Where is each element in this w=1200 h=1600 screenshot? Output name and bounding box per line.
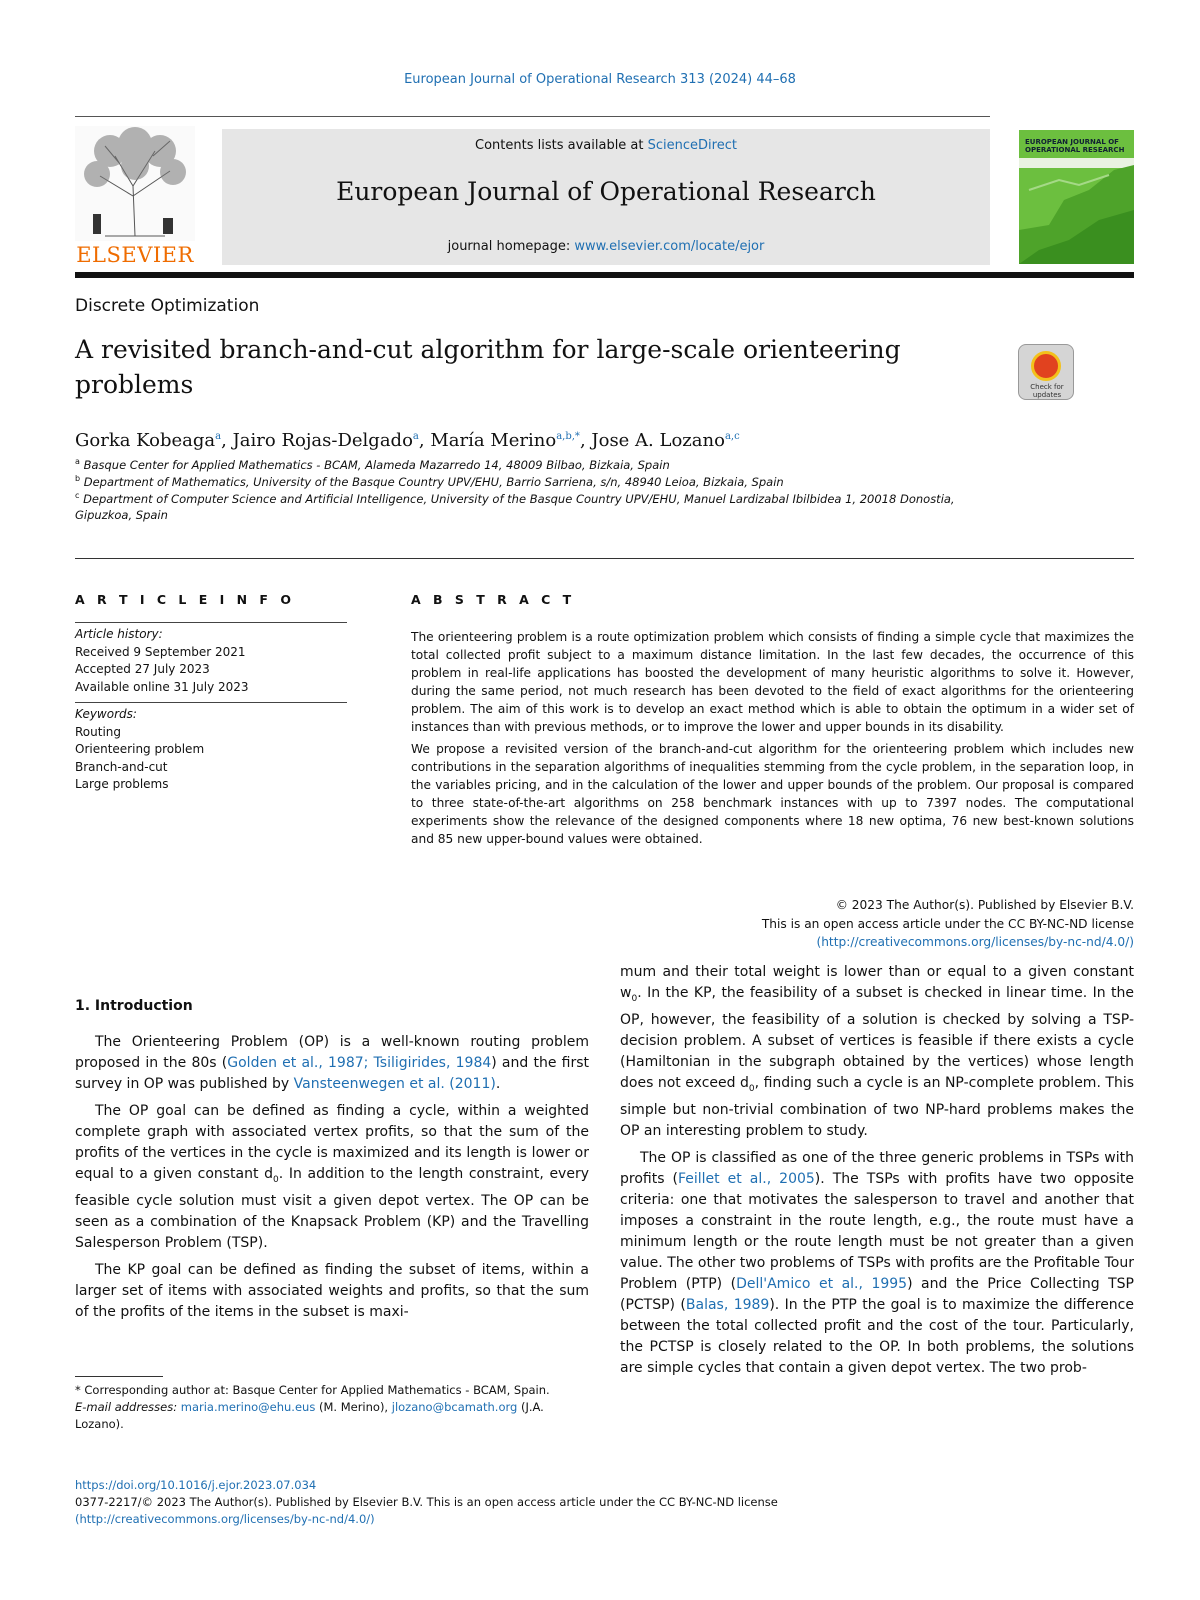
affiliation: [75, 488, 955, 523]
homepage-line: [222, 239, 990, 254]
footnote: [75, 1382, 589, 1433]
author-name[interactable]: Jose A. Lozano: [591, 430, 725, 451]
section-heading-introduction: 1. Introduction: [75, 998, 193, 1014]
author-name[interactable]: Gorka Kobeaga: [75, 430, 216, 451]
author-affil-marker[interactable]: a,c: [724, 431, 740, 442]
affiliation-text: Department of Computer Science and Artificial Intelligence, University of the Basque Country UPV/EHU, Manuel Lardizabal Ibilbidea 1, 20018 Donostia, Gipuzkoa, Spain: [75, 491, 955, 522]
contents-prefix: Contents lists available at: [475, 138, 648, 153]
crossmark-icon: [1031, 351, 1061, 381]
abstract-paragraph: The orienteering problem is a route optimization problem which consists of finding a simple cycle that maximizes the total collected profit subject to a maximum distance limitation. In the last few decades, the occurrence of this problem in real-life applications has boosted the development of many heuristic algorithms to solve it. However, during the same period, not much research has been devoted to the field of exact algorithms for the orienteering problem. The aim of this work is to develop an exact method which is able to obtain the optimum in a wider set of instances than with previous methods, or to improve the lower and upper bounds in its disability.: [411, 630, 1134, 734]
keyword: Large problems: [75, 777, 169, 791]
article-info-heading: A R T I C L E I N F O: [75, 592, 295, 607]
license-link[interactable]: (http://creativecommons.org/licenses/by-nc-nd/4.0/): [75, 1512, 375, 1526]
affiliation-text: Department of Mathematics, University of the Basque Country UPV/EHU, Barrio Sarriena, s/n, 48940 Leioa, Bizkaia, Spain: [83, 474, 784, 489]
article-title: A revisited branch-and-cut algorithm for large-scale orienteering problems: [75, 335, 901, 399]
email-line: E-mail addresses: maria.merino@ehu.eus (M. Merino), jlozano@bcamath.org (J.A. Lozano).: [75, 1400, 544, 1431]
tree-icon: [75, 126, 195, 241]
body-paragraph: The OP goal can be defined as finding a cycle, within a weighted complete graph with associated vertex profits, so that the sum of the profits of the vertices in the cycle is maximized and its length is lower or equal to a given constant $d_0$. In addition to the length constraint, every feasible cycle solution must visit a given depot vertex. The OP can be seen as a combination of the Knapsack Problem (KP) and the Travelling Salesperson Problem (TSP).: [75, 1103, 589, 1251]
abstract-body: [411, 628, 1134, 852]
sciencedirect-link[interactable]: ScienceDirect: [647, 138, 737, 153]
keyword: Branch-and-cut: [75, 759, 168, 774]
citation-link[interactable]: Vansteenwegen et al. (2011): [293, 1076, 496, 1092]
author-affil-marker[interactable]: a: [412, 431, 419, 442]
footnote-rule: [75, 1376, 163, 1377]
body-paragraph: The OP is classified as one of the three generic problems in TSPs with profits (Feillet et al., 2005). The TSPs with profits have two opposite criteria: one that motivates the salesperson to travel and another that imposes a constraint in the route length, e.g., the route must have a minimum length or the route length must be not greater than a given value. The other two problems of TSPs with profits are the Profitable Tour Problem (PTP) (Dell'Amico et al., 1995) and the Price Collecting TSP (PCTSP) (Balas, 1989). In the PTP the goal is to maximize the difference between the total collected profit and the cost of the tour. Particularly, the PCTSP is closely related to the OP. In both problems, the solutions are simple cycles that contain a given depot vertex. The two prob-: [620, 1149, 1135, 1376]
author-list: Gorka Kobeaga$^a$, Jairo Rojas-Delgado$^a$, María Merino$^{a,b,*}$, Jose A. Lozano$^{a,c}$: [75, 430, 740, 451]
email-link[interactable]: maria.merino@ehu.eus: [180, 1400, 316, 1414]
homepage-link[interactable]: www.elsevier.com/locate/ejor: [574, 239, 765, 254]
affiliation: [75, 471, 975, 490]
online-date: Available online 31 July 2023: [75, 679, 249, 694]
body-column-right: [620, 962, 1134, 1385]
info-rule: [75, 702, 347, 703]
corresponding-author-note: * Corresponding author at: Basque Center for Applied Mathematics - BCAM, Spain.: [75, 1383, 550, 1397]
email-link[interactable]: jlozano@bcamath.org: [391, 1400, 518, 1414]
cover-title: EUROPEAN JOURNAL OF OPERATIONAL RESEARCH: [1025, 138, 1125, 154]
keywords: [75, 706, 347, 794]
header-rule: [75, 116, 990, 117]
journal-cover-thumbnail[interactable]: [1019, 130, 1134, 264]
homepage-prefix: journal homepage:: [447, 239, 575, 254]
body-paragraph: The KP goal can be defined as finding the subset of items, within a larger set of items with associated weights and profits, so that the sum of the profits of the items in the subset is maxi-: [75, 1261, 589, 1320]
elsevier-logo[interactable]: [75, 126, 195, 266]
keyword: Routing: [75, 724, 122, 739]
affiliation-marker: a: [75, 457, 80, 466]
license-link[interactable]: (http://creativecommons.org/licenses/by-nc-nd/4.0/): [816, 935, 1134, 949]
doi-link[interactable]: https://doi.org/10.1016/j.ejor.2023.07.034: [75, 1478, 317, 1492]
publisher-wordmark: ELSEVIER: [76, 243, 194, 267]
citation-link[interactable]: Balas, 1989: [685, 1296, 770, 1313]
affiliation-marker: b: [75, 474, 81, 483]
body-paragraph: The Orienteering Problem (OP) is a well-known routing problem proposed in the 80s (Golden et al., 1987; Tsiligirides, 1984) and the first survey in OP was published by Vansteenwegen et al. (2011).: [75, 1034, 589, 1092]
contents-line: [222, 138, 990, 153]
body-paragraph: mum and their total weight is lower than or equal to a given constant $w_0$. In the KP, the feasibility of a subset is checked in linear time. In the OP, however, the feasibility of a solution is checked by solving a TSP-decision problem. A subset of vertices is feasible if there exists a cycle (Hamiltonian in the subgraph obtained by the vertices) whose length does not exceed $d_0$, finding such a cycle is an NP-complete problem. This simple but non-trivial combination of two NP-hard problems makes the OP an interesting problem to study.: [620, 964, 1134, 1139]
info-rule: [75, 622, 347, 623]
copyright-line: © 2023 The Author(s). Published by Elsevier B.V.: [835, 898, 1134, 912]
accepted-date: Accepted 27 July 2023: [75, 662, 210, 676]
journal-title: European Journal of Operational Research: [336, 177, 876, 206]
received-date: Received 9 September 2021: [75, 644, 246, 659]
license-line: This is an open access article under the CC BY-NC-ND license: [761, 916, 1134, 931]
header-thick-rule: [75, 272, 1134, 278]
section-label: Discrete Optimization: [75, 296, 260, 316]
affiliation-marker: c: [75, 491, 80, 500]
body-column-left: [75, 996, 589, 1329]
abstract-paragraph: We propose a revisited version of the branch-and-cut algorithm for the orienteering problem which includes new contributions in the separation algorithms of inequalities stemming from the cycle problem, in the separation loop, in the variables pricing, and in the calculation of the lower and upper bounds of the problem. Our proposal is compared to three state-of-the-art algorithms on 258 benchmark instances with up to 7397 nodes. The computational experiments show the relevance of the designed components where 18 new optima, 76 new best-known solutions and 85 new upper-bound values were obtained.: [411, 742, 1134, 846]
journal-banner: [222, 129, 990, 265]
section-rule: [75, 558, 1134, 559]
affiliation-text: Basque Center for Applied Mathematics - BCAM, Alameda Mazarredo 14, 48009 Bilbao, Bizkaia, Spain: [83, 457, 670, 472]
history-label: Article history:: [75, 627, 163, 641]
doi-block: [75, 1477, 975, 1528]
abstract-heading: A B S T R A C T: [411, 592, 576, 607]
author-affil-marker[interactable]: a: [215, 431, 222, 442]
author-name[interactable]: María Merino: [430, 430, 557, 451]
rights-statement: [411, 896, 1134, 952]
keyword: Orienteering problem: [75, 742, 205, 756]
citation-link[interactable]: Dell'Amico et al., 1995: [736, 1275, 908, 1292]
keywords-label: Keywords:: [75, 707, 137, 721]
issn-line: 0377-2217/© 2023 The Author(s). Published by Elsevier B.V. This is an open access article under the CC BY-NC-ND license: [75, 1495, 778, 1509]
journal-reference[interactable]: European Journal of Operational Research 313 (2024) 44–68: [404, 72, 796, 87]
author-name[interactable]: Jairo Rojas-Delgado: [232, 430, 413, 451]
crossmark-label: Check for updates: [1030, 383, 1064, 399]
author-affil-marker[interactable]: a,b,*: [556, 431, 580, 442]
affiliation: [75, 454, 975, 473]
cover-graphic: [1019, 130, 1134, 264]
citation-link[interactable]: Feillet et al., 2005: [677, 1170, 815, 1187]
article-history: [75, 626, 347, 696]
check-for-updates-badge[interactable]: [1018, 344, 1074, 400]
citation-link[interactable]: Golden et al., 1987; Tsiligirides, 1984: [227, 1055, 492, 1071]
